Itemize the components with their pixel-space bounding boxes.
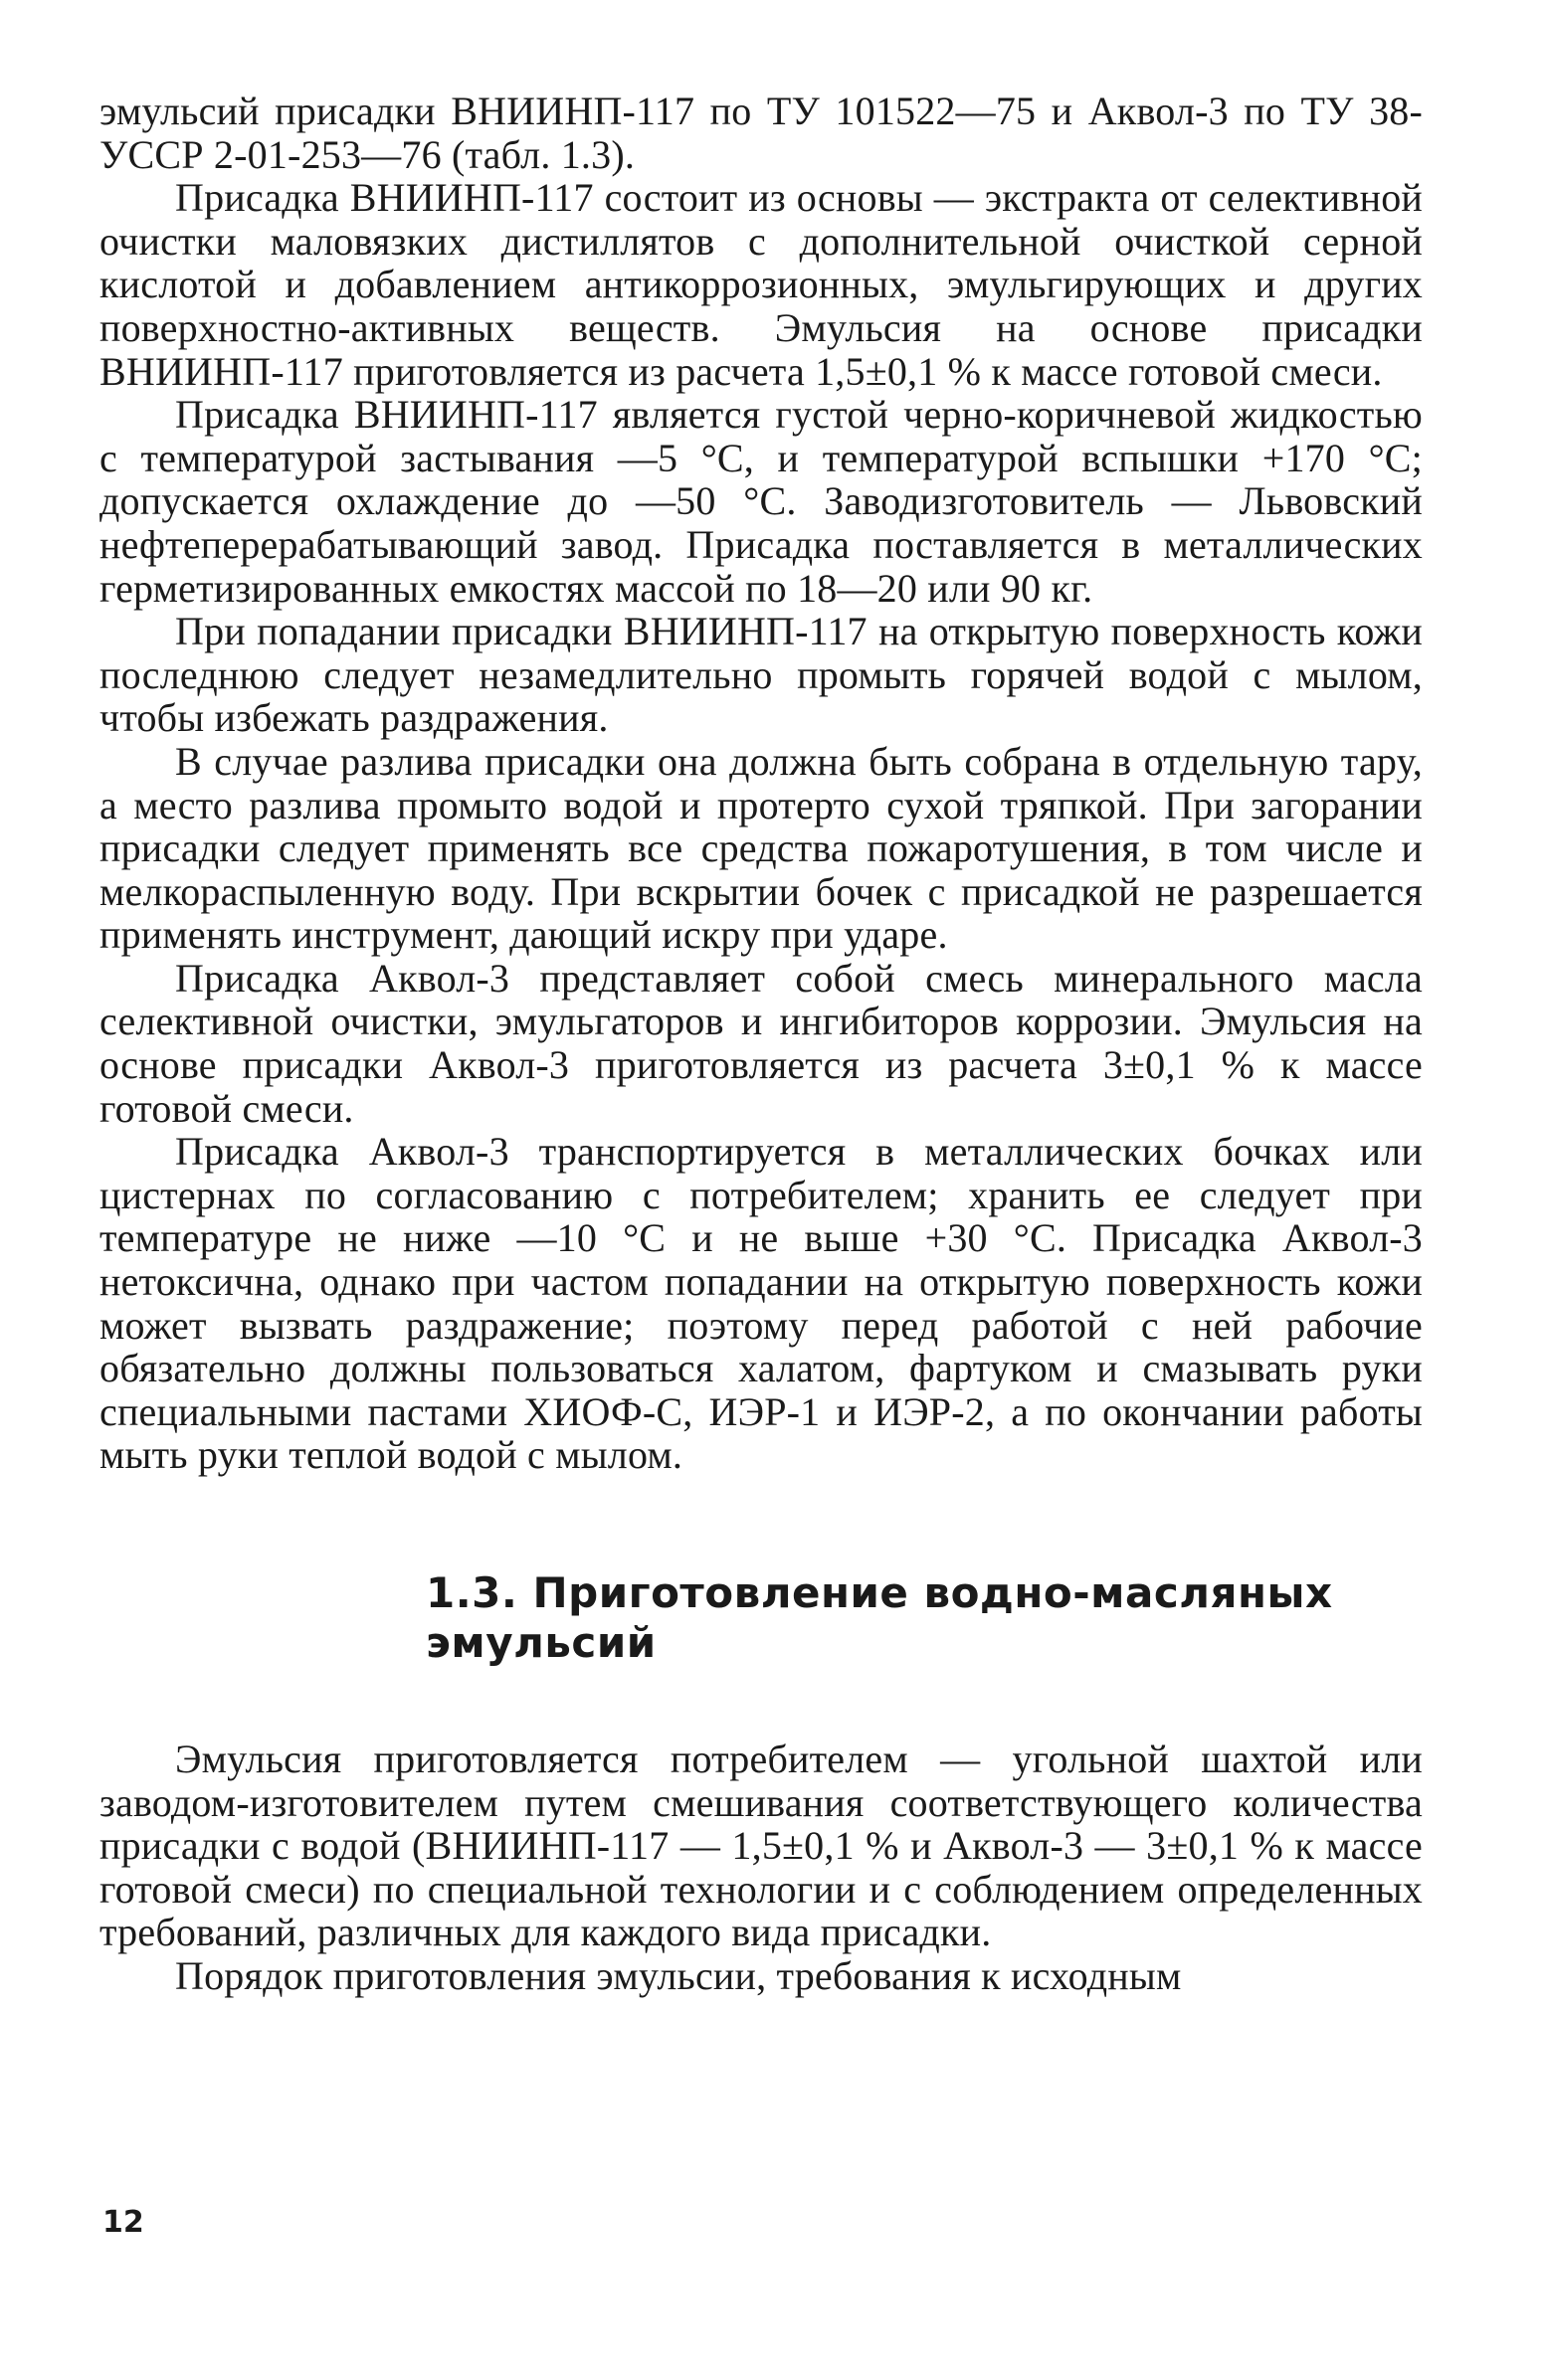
paragraph: Присадка Аквол-3 представляет собой смесь минерального масла селективной очистки, эмульгаторов и ингибиторов коррозии. Эмульсия на основе присадки Аквол-3 приготовляется из расчета 3±0,1 % к массе готовой смеси. bbox=[99, 955, 1423, 1131]
paragraph: В случае разлива присадки она должна быть собрана в отдельную тару, а место разлива промыто водой и протерто сухой тряпкой. При загорании присадки следует применять все средства пожаротушения, в том числе и мелкораспыленную воду. При вскрытии бочек с присадкой не разрешается применять инструмент, дающий искру при ударе. bbox=[99, 738, 1423, 958]
page-body bbox=[99, 90, 1423, 1998]
section-heading-line: эмульсий bbox=[426, 1618, 657, 1667]
paragraph: Присадка ВНИИНП-117 является густой черно-коричневой жидкостью с температурой застывания —5 °С, и температурой вспышки +170 °С; допускается охлаждение до —50 °С. Заводизготовитель — Львовский нефтеперерабатывающий завод. Присадка поставляется в металлических герметизированных емкостях массой по 18—20 или 90 кг. bbox=[99, 392, 1423, 611]
paragraph: Эмульсия приготовляется потребителем — угольной шахтой или заводом-изготовителем путем смешивания соответствующего количества присадки с водой (ВНИИНП-117 — 1,5±0,1 % и Аквол-3 — 3±0,1 % к массе готовой смеси) по специальной технологии и с соблюдением определенных требований, различных для каждого вида присадки. bbox=[99, 1737, 1423, 1955]
paragraph: Присадка ВНИИНП-117 состоит из основы — экстракта от селективной очистки маловязких дистиллятов с дополнительной очисткой серной кислотой и добавлением антикоррозионных, эмульгирующих и других поверхностно-активных веществ. Эмульсия на основе присадки ВНИИНП-117 приготовляется из расчета 1,5±0,1 % к массе готовой смеси. bbox=[99, 175, 1423, 394]
paragraph: При попадании присадки ВНИИНП-117 на открытую поверхность кожи последнюю следует незамедлительно промыть горячей водой с мылом, чтобы избежать раздражения. bbox=[99, 609, 1423, 741]
page-number: 12 bbox=[102, 2205, 144, 2240]
paragraph: Порядок приготовления эмульсии, требования к исходным bbox=[175, 1952, 1182, 1998]
section-heading-line: 1.3. Приготовление водно-масляных bbox=[426, 1568, 1333, 1617]
section-heading bbox=[426, 1568, 1423, 1668]
paragraph: Присадка Аквол-3 транспортируется в металлических бочках или цистернах по согласованию с потребителем; хранить ее следует при температуре не ниже —10 °С и не выше +30 °С. Присадка Аквол-3 нетоксична, однако при частом попадании на открытую поверхность кожи может вызвать раздражение; поэтому перед работой с ней рабочие обязательно должны пользоваться халатом, фартуком и смазывать руки специальными пастами ХИОФ-С, ИЭР-1 и ИЭР-2, а по окончании работы мыть руки теплой водой с мылом. bbox=[99, 1129, 1423, 1478]
paragraph: эмульсий присадки ВНИИНП-117 по ТУ 101522—75 и Аквол-3 по ТУ 38-УССР 2-01-253—76 (табл. 1.3). bbox=[99, 89, 1423, 177]
